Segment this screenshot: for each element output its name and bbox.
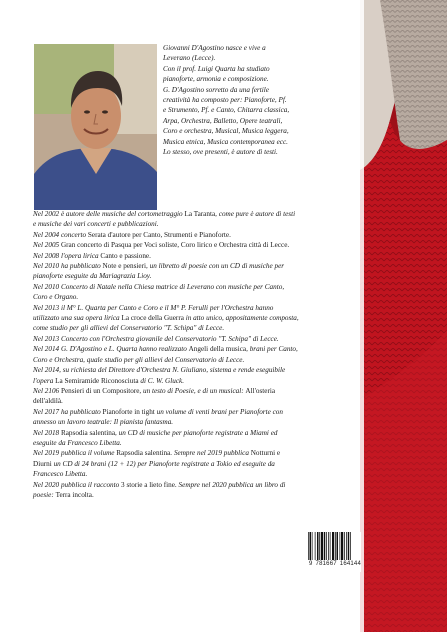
barcode-bar [350,532,351,560]
barcode-bar [340,532,341,560]
entry-text: Nel 2010 Concerto di Natale nella Chiesa matrice di Leverano con musiche per Canto, Coro e Organo. [33,282,285,302]
barcode-bar [326,532,327,560]
chronology-entry [33,386,300,407]
entry-text: Notturni e Diurni [33,449,281,468]
barcode-bar [328,532,329,560]
author-photo [34,44,157,210]
chronology-entry [33,428,300,449]
chronology-entry [33,480,300,501]
entry-text: Nel 2017 ha pubblicato [33,407,103,416]
barcode-bar [332,532,334,560]
entry-text: , un CD di musiche per pianoforte registrate a Miami ed eseguite da Francesco Libetta. [33,428,278,447]
entry-text: Nel 2014 G. D'Agostino e L. Quarta hanno realizzato [33,345,189,354]
entry-text: 3 storie a lieto fine. [121,480,177,489]
chronology-entry [33,261,300,282]
bio-paragraph: Con il prof. Luigi Quarta ha studiato pianoforte, armonia e composizione. [163,64,270,84]
entry-text: Rapsodia salentina [116,449,171,458]
chronology-entry [33,303,300,334]
entry-text: Rapsodia salentina [60,428,116,437]
chronology-entry [33,407,300,428]
entry-text: in atto unico, appositamente composta, come studio per gli allievi del Conservatorio "T. Schipa" di Lecce. [33,314,299,333]
barcode-bar [324,532,326,560]
chronology-entry [33,344,300,365]
chronology-entry [33,282,300,303]
entry-text: Note e pensieri [102,262,146,271]
entry-text: , brani per Canto, Coro e Orchestra, quale studio per gli allievi del Conservatorio di Lecce. [33,345,298,364]
entry-text: All'osteria dell'aldilà. [33,386,276,406]
entry-text: Nel 2005 [33,241,61,250]
entry-text: un CD di 24 brani (12 + 12) per Pianoforte registrate a Tokio ed eseguite da Francesco Libetta. [33,459,275,479]
entry-text: Nel 2018 [33,428,61,437]
entry-text: La Taranta [184,210,216,218]
entry-text: Pensieri di un Compositore [60,386,140,395]
barcode-bar [348,532,350,560]
barcode-bar [315,532,316,560]
chronology-entry [33,334,300,344]
entry-text: Nel 2004 concerto [33,230,88,239]
barcode-bar [321,532,323,560]
barcode-bar [308,532,309,560]
entry-text: Gran concerto di Pasqua per Voci soliste, Coro lirico e Orchestra città di Lecce. [60,241,290,250]
bio-paragraph: Giovanni D'Agostino nasce e vive a Leverano (Lecce). [163,44,266,63]
entry-text: Serata d'autore per Canto, Strumenti e Pianoforte. [87,230,231,239]
isbn-group-1: 781667 [315,561,337,567]
isbn-number [309,561,361,567]
entry-text: Nel 2008 l'opera lirica [33,251,101,260]
barcode-bar [344,532,345,560]
entry-text: Canto e passione. [100,251,151,260]
barcode-bar [319,532,320,560]
fabric-edge-decoration [360,0,447,632]
entry-text: , come pure è autore di testi e musiche dei vari concerti e pubblicazioni. [33,210,296,229]
isbn-group-2: 164144 [339,561,362,567]
entry-text: Pianoforte in tight [102,407,155,416]
entry-text: Nel 2013 il M° L. Quarta per Canto e Coro e il M° P. Ferulli per l'Orchestra hanno utilizzato una sua opera lirica [33,303,274,323]
entry-text: , un testo di Poesie, e di un musical: [139,386,246,395]
entry-text: un volume di venti brani per Pianoforte con annesso un lavoro teatrale: Il pianista fantasma. [33,407,283,427]
entry-text: Nel 2010 ha pubblicato [33,262,103,271]
entry-text: , un libretto di poesie con un CD di musiche per pianoforte eseguite da Mariagrazia Lioy. [33,262,285,281]
entry-text: Angeli della musica [188,345,247,354]
chronology-entry [33,251,300,261]
entry-text: Terra incolta. [55,490,94,499]
chronology-entry [33,209,300,230]
works-chronology [33,209,300,500]
entry-text: di C. W. Gluck. [138,376,184,385]
barcode-bar [310,532,312,560]
author-bio [163,43,291,157]
barcode-bar [341,532,343,560]
bio-paragraph: Lo stesso, ove presenti, è autore di testi. [163,148,278,157]
chronology-entry [33,365,300,386]
entry-text: La Semiramide Riconosciuta [55,376,139,385]
entry-text: Nel 2014, su richiesta del Direttore d'Orchestra N. Giuliano, sistema e rende eseguibile l'opera [33,366,286,385]
barcode-bar [330,532,331,560]
chronology-entry [33,240,300,250]
entry-text: . Sempre nel 2019 pubblica [170,449,251,458]
chronology-entry [33,448,300,479]
entry-text: un libro di poesie: [33,480,286,499]
entry-text: Nel 2020 pubblica il racconto [33,480,122,489]
bio-paragraph: G. D'Agostino sorretto da una fertile creatività ha composto per: Pianoforte, Pf. e Strumento, Pf. e Canto, Chitarra classica, Arpa, Orchestra, Balletto, Opere teatrali, Coro e orchestra, Musical, Musica leggera, Musica etnica, Musica contemporanea ecc. [163,85,290,146]
barcode-bar [346,532,347,560]
barcode-bar [317,532,319,560]
entry-text: Nel 2002 è autore delle musiche del cortometraggio [33,210,185,218]
entry-text: Sempre nel 2020 pubblica [176,480,256,489]
entry-text: Nel 2013 Concerto con l'Orchestra giovanile del Conservatorio "T. Schipa" di Lecce. [33,334,279,343]
entry-text: Nel 2106 [33,386,61,395]
chronology-entry [33,230,300,240]
barcode-bar [337,532,339,560]
entry-text: Nel 2019 pubblica il volume [33,449,117,458]
isbn-prefix: 9 [309,561,313,567]
barcode-bar [335,532,336,560]
barcode-bar [312,532,313,560]
entry-text: La croce della Guerra [121,314,184,323]
